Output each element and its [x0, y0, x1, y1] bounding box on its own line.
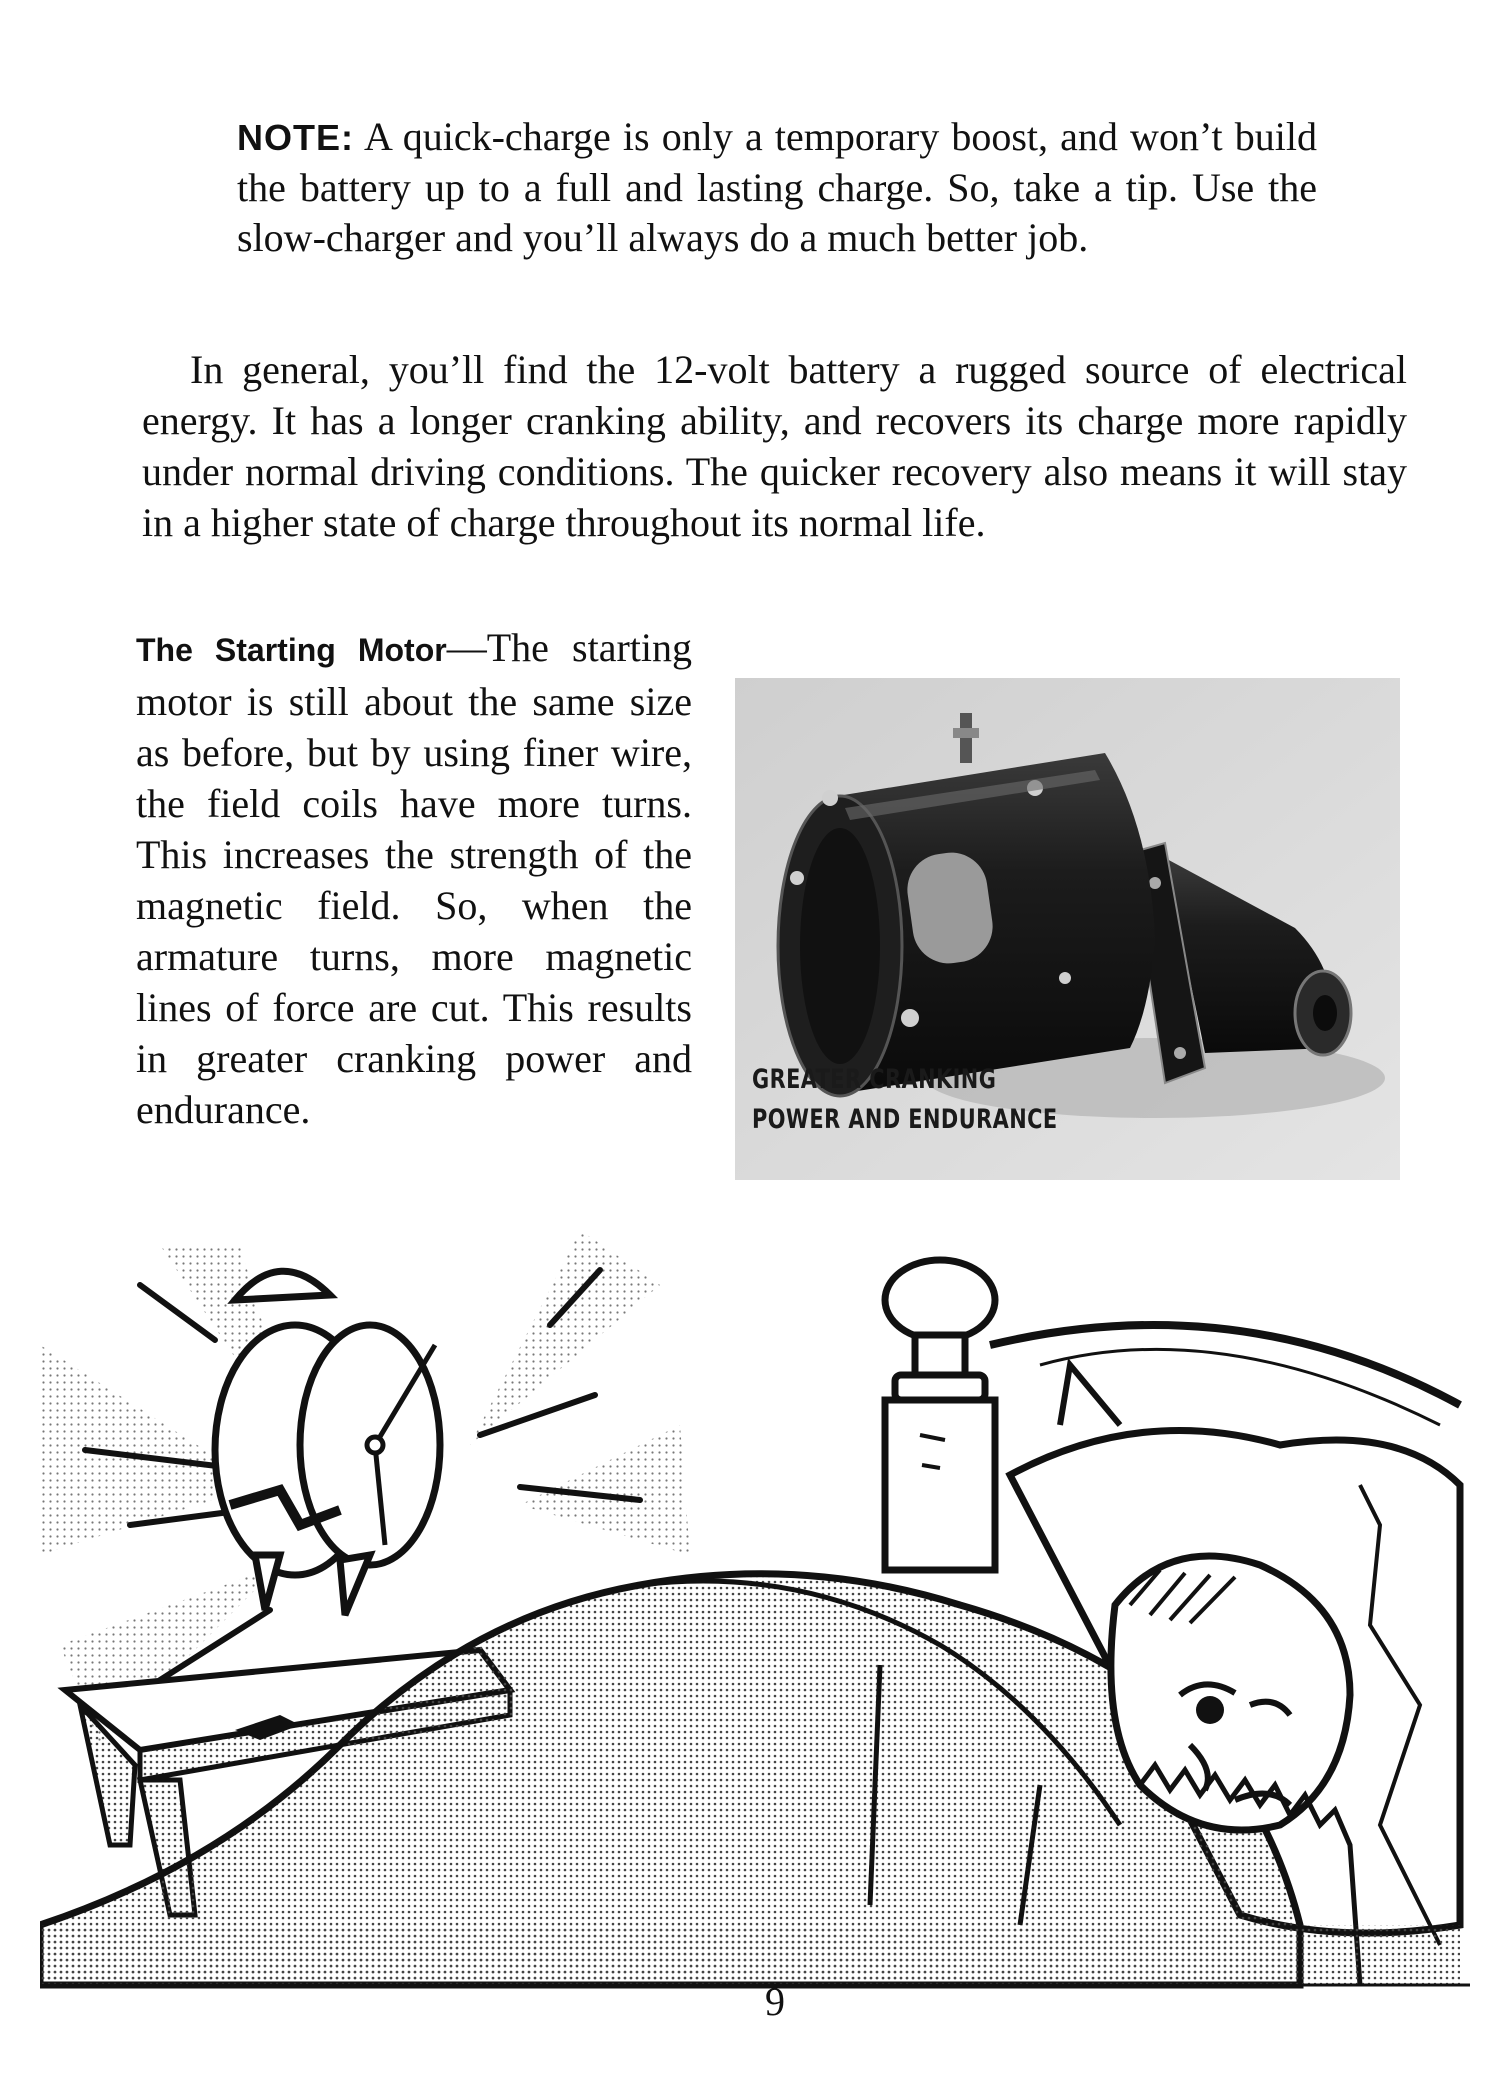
photo-caption-line-2: POWER AND ENDURANCE: [752, 1104, 1058, 1135]
note-label: NOTE:: [237, 117, 354, 158]
note-text: A quick-charge is only a temporary boost, and won’t build the battery up to a full and lasting charge. So, take a tip. Use the slow-charger and you’ll always do a much better job.: [237, 114, 1318, 260]
starting-motor-paragraph: [136, 622, 692, 1135]
starting-motor-heading: The Starting Motor: [136, 632, 447, 668]
photo-caption: [752, 1060, 1058, 1140]
photo-caption-line-1: GREATER CRANKING: [752, 1064, 997, 1095]
starting-motor-text: —The starting motor is still about the same size as before, but by using finer wire, the field coils have more turns. This increases the strength of the magnetic field. So, when the armature turns, more magnetic lines of force are cut. This results in greater cranking power and endurance.: [136, 625, 693, 1132]
note-paragraph: [237, 112, 1317, 263]
starting-motor-photo: [735, 678, 1400, 1180]
alarm-clock-cartoon: [40, 1225, 1470, 2045]
page-number: 9: [765, 1979, 785, 2024]
general-paragraph: In general, you’ll find the 12-volt battery a rugged source of electrical energy. It has a longer cranking ability, and recovers its charge more rapidly under normal driving conditions. The quicker recovery also means it will stay in a higher state of charge throughout its normal life.: [142, 347, 1407, 545]
